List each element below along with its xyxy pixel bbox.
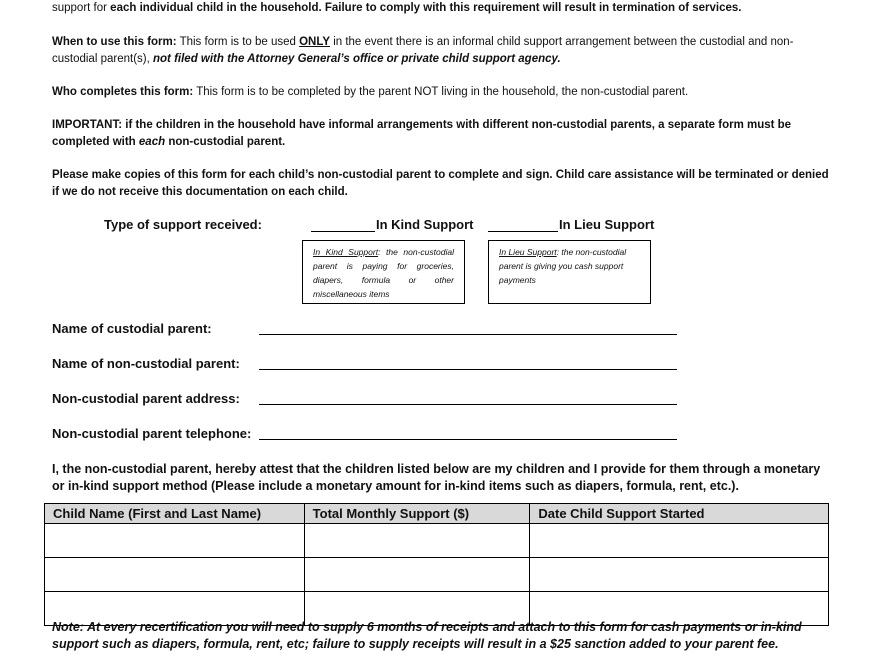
- who-completes-paragraph: Who completes this form: This form is to be completed by the parent NOT living in the household, the non-custodial parent.: [52, 86, 689, 98]
- monthly-support-cell[interactable]: [304, 558, 530, 592]
- child-name-header: Child Name (First and Last Name): [45, 504, 305, 524]
- start-date-cell[interactable]: [530, 558, 829, 592]
- noncustodial-phone-field[interactable]: [259, 439, 677, 440]
- monthly-support-header: Total Monthly Support ($): [304, 504, 530, 524]
- in-kind-label: In Kind Support: [376, 217, 474, 232]
- table-row: [45, 524, 829, 558]
- recertification-note: Note: At every recertification you will need to supply 6 months of receipts and attach to this form for cash payments or in-kind support such as diapers, formula, rent, etc; failure to supply receipts will result in a $25 sanction added to your parent fee.: [52, 620, 802, 651]
- attestation-paragraph: I, the non-custodial parent, hereby attest that the children listed below are my children and I provide for them through a monetary or in-kind support method (Please include a monetary amount for in-kind items such as diapers, formula, rent, etc.).: [52, 462, 821, 493]
- intro-text: support for each individual child in the household. Failure to comply with this requirement will result in termination of services.: [52, 2, 742, 14]
- noncustodial-phone-label: Non-custodial parent telephone:: [52, 426, 252, 441]
- important-paragraph: IMPORTANT: if the children in the household have informal arrangements with different non-custodial parents, a separate form must be completed with each non-custodial parent.: [52, 119, 792, 148]
- noncustodial-name-label: Name of non-custodial parent:: [52, 356, 240, 371]
- support-start-date-header: Date Child Support Started: [530, 504, 829, 524]
- copies-paragraph: Please make copies of this form for each child’s non-custodial parent to complete and sign. Child care assistance will be terminated or denied if we do not receive this documentation on each child.: [52, 169, 829, 198]
- start-date-cell[interactable]: [530, 524, 829, 558]
- children-table: [44, 503, 829, 626]
- in-kind-blank[interactable]: [311, 218, 375, 232]
- in-lieu-option[interactable]: [488, 217, 654, 232]
- in-kind-definition-box: In Kind Support: the non-custodial parent is paying for groceries, diapers, formula or other miscellaneous items: [302, 240, 465, 304]
- noncustodial-address-field[interactable]: [259, 404, 677, 405]
- noncustodial-name-field[interactable]: [259, 369, 677, 370]
- in-lieu-label: In Lieu Support: [559, 217, 655, 232]
- in-lieu-blank[interactable]: [488, 218, 558, 232]
- table-row: [45, 558, 829, 592]
- custodial-name-label: Name of custodial parent:: [52, 321, 212, 336]
- support-type-label: Type of support received:: [104, 217, 262, 232]
- noncustodial-address-label: Non-custodial parent address:: [52, 391, 240, 406]
- monthly-support-cell[interactable]: [304, 524, 530, 558]
- custodial-name-field[interactable]: [259, 334, 677, 335]
- in-kind-option[interactable]: [311, 217, 473, 232]
- when-to-use-paragraph: When to use this form: This form is to be used ONLY in the event there is an informal child support arrangement between the custodial and non-custodial parent(s), not filed with the Attorney General’s office or private child support agency.: [52, 36, 794, 65]
- in-lieu-definition-box: In Lieu Support: the non-custodial parent is giving you cash support payments: [488, 240, 651, 304]
- table-header-row: [45, 504, 829, 524]
- child-name-cell[interactable]: [45, 524, 305, 558]
- child-name-cell[interactable]: [45, 558, 305, 592]
